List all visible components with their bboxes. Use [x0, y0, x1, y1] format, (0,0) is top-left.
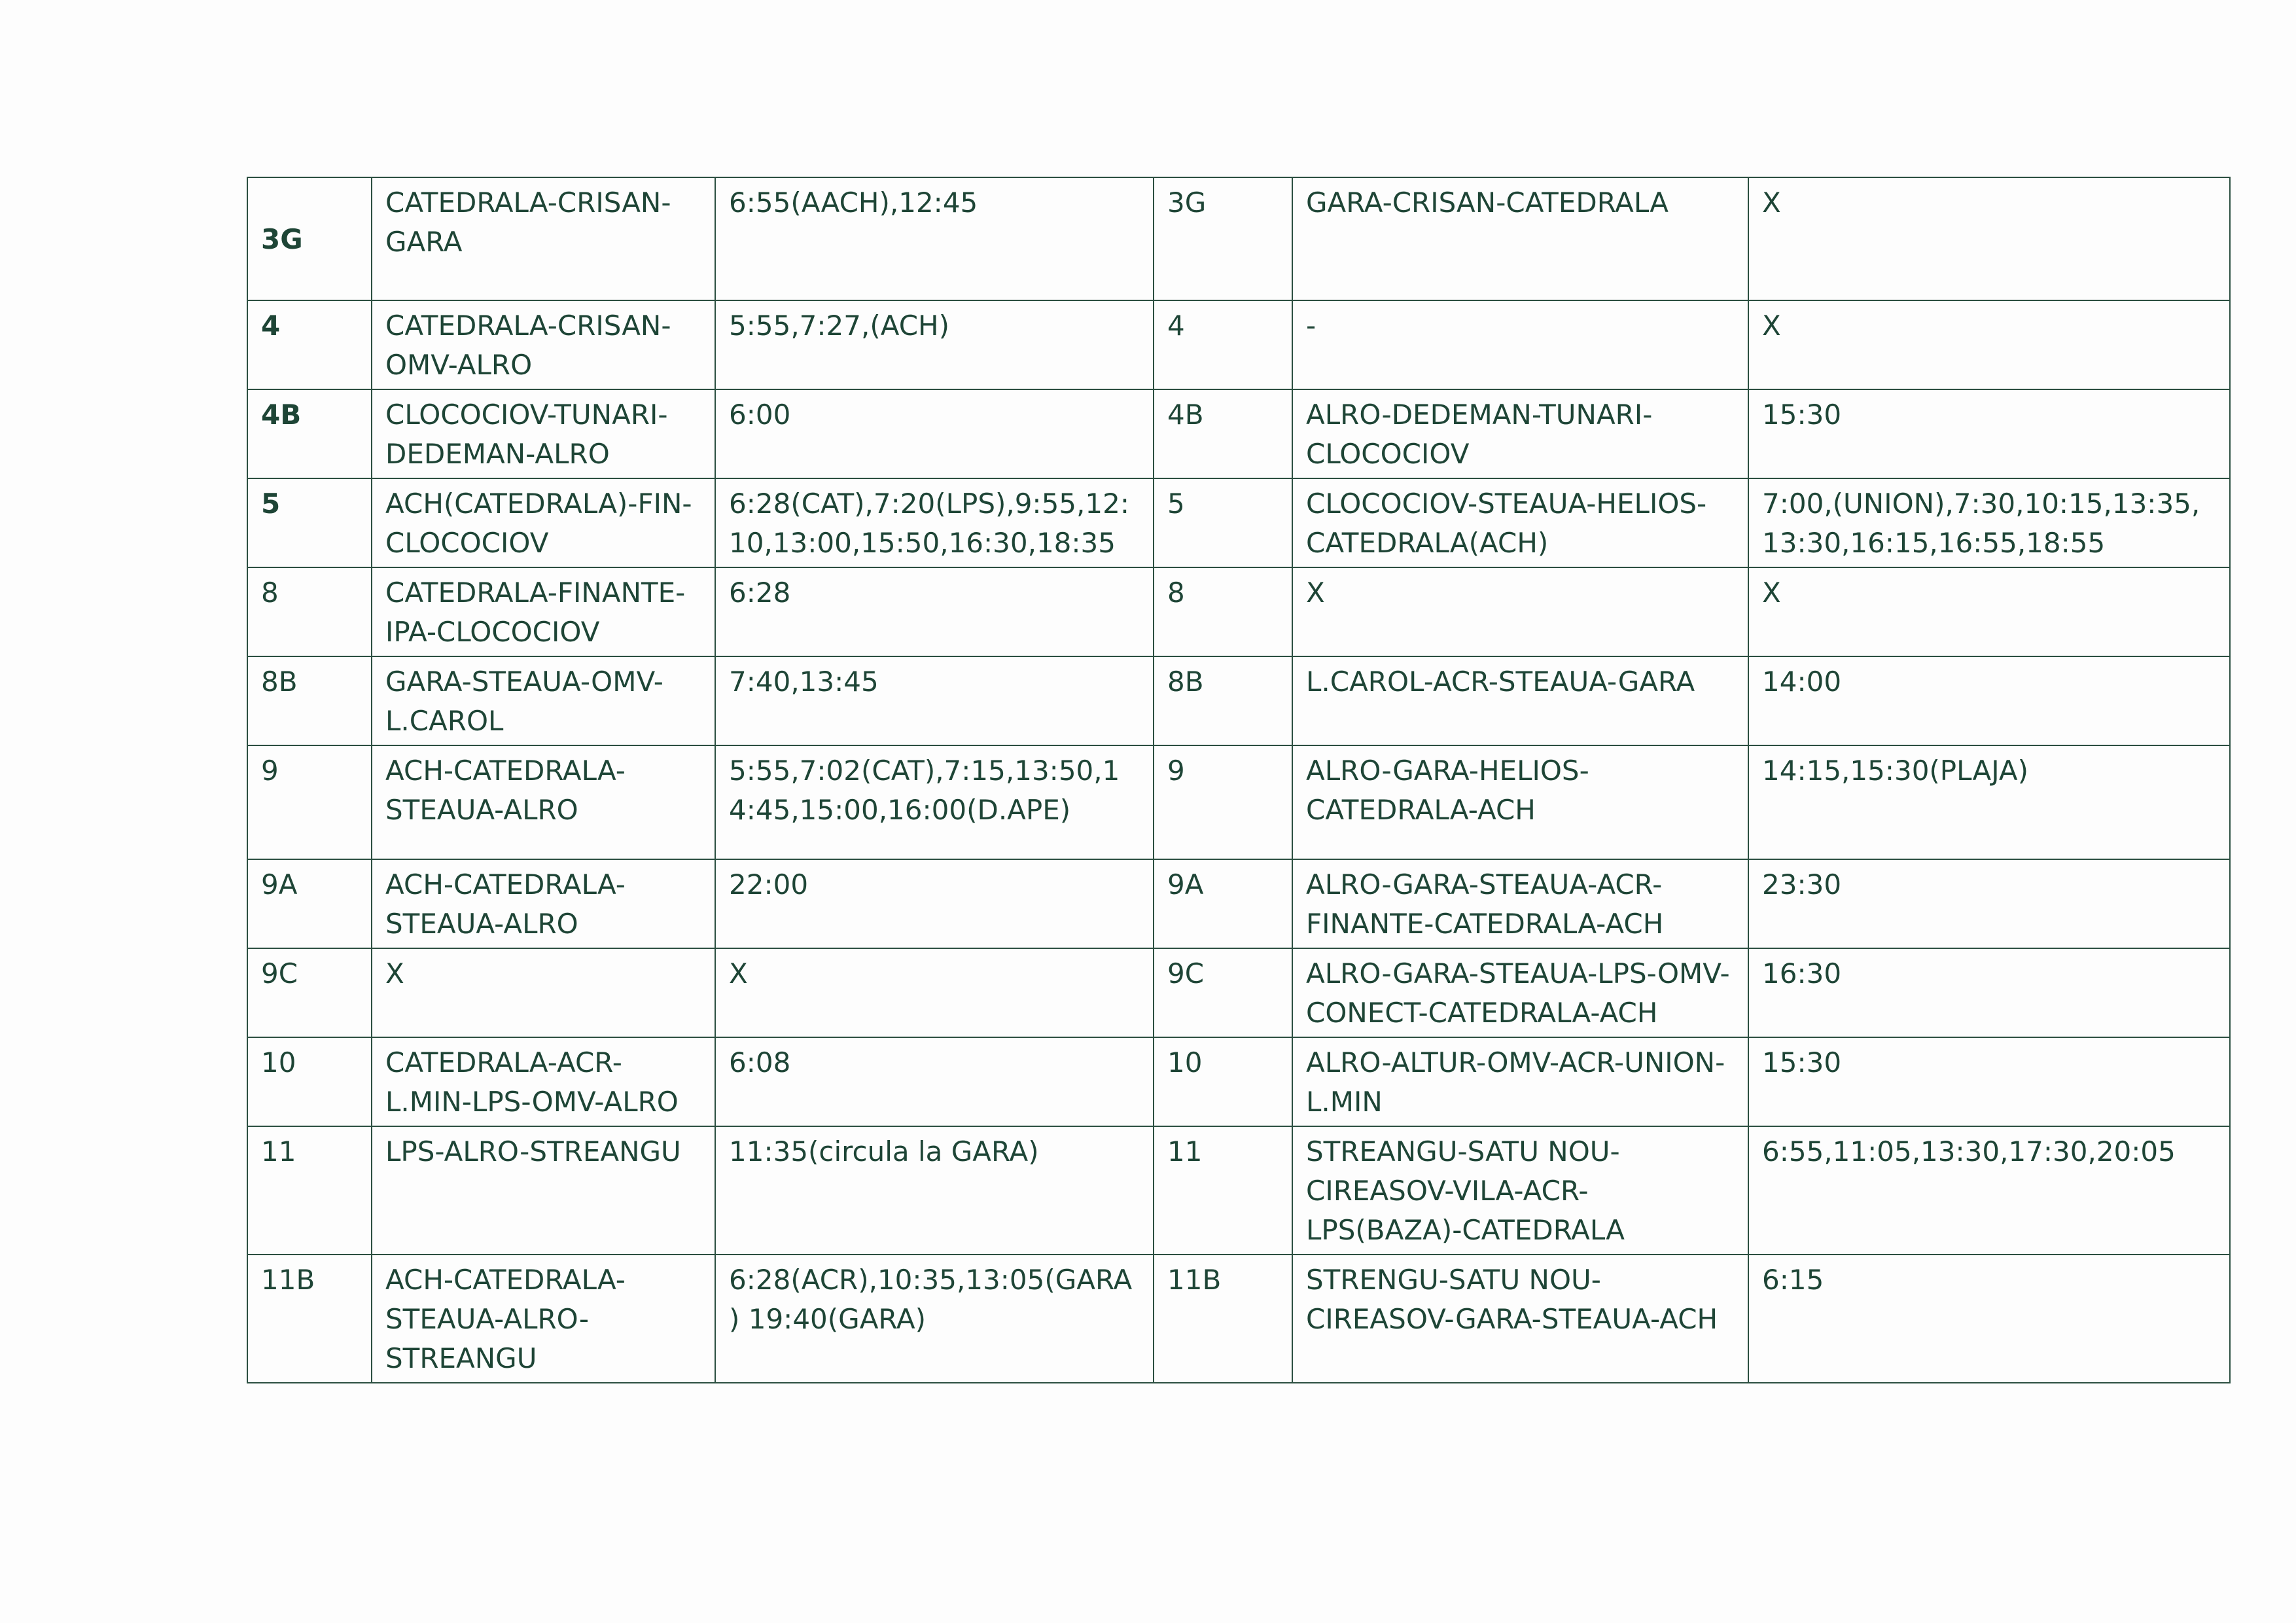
line-code-outbound: 9C — [247, 948, 372, 1037]
table-row — [247, 177, 2230, 300]
line-code-outbound: 4B — [247, 389, 372, 478]
line-code-return: 5 — [1154, 478, 1292, 567]
departure-times-outbound: 22:00 — [715, 859, 1154, 948]
line-code-outbound: 11 — [247, 1126, 372, 1255]
table-row — [247, 859, 2230, 948]
route-return: X — [1292, 567, 1748, 656]
departure-times-outbound: 5:55,7:27,(ACH) — [715, 300, 1154, 389]
table-row — [247, 478, 2230, 567]
route-outbound: X — [372, 948, 715, 1037]
departure-times-outbound: 6:08 — [715, 1037, 1154, 1126]
departure-times-outbound: 6:28 — [715, 567, 1154, 656]
departure-times-return: 15:30 — [1748, 389, 2230, 478]
line-code-outbound: 3G — [247, 177, 372, 300]
line-code-return: 4 — [1154, 300, 1292, 389]
route-return: - — [1292, 300, 1748, 389]
route-return: ALRO-GARA-HELIOS-CATEDRALA-ACH — [1292, 745, 1748, 859]
line-code-return: 11B — [1154, 1255, 1292, 1383]
departure-times-return: 15:30 — [1748, 1037, 2230, 1126]
route-outbound: ACH-CATEDRALA-STEAUA-ALRO — [372, 859, 715, 948]
route-outbound: ACH-CATEDRALA-STEAUA-ALRO — [372, 745, 715, 859]
table-row — [247, 656, 2230, 745]
table-row — [247, 300, 2230, 389]
departure-times-return: 7:00,(UNION),7:30,10:15,13:35,13:30,16:15,16:55,18:55 — [1748, 478, 2230, 567]
line-code-return: 11 — [1154, 1126, 1292, 1255]
departure-times-return: X — [1748, 567, 2230, 656]
route-return: CLOCOCIOV-STEAUA-HELIOS-CATEDRALA(ACH) — [1292, 478, 1748, 567]
departure-times-return: 23:30 — [1748, 859, 2230, 948]
route-return: STREANGU-SATU NOU-CIREASOV-VILA-ACR-LPS(BAZA)-CATEDRALA — [1292, 1126, 1748, 1255]
departure-times-return: 14:00 — [1748, 656, 2230, 745]
table-row — [247, 567, 2230, 656]
line-code-outbound: 5 — [247, 478, 372, 567]
departure-times-outbound: 11:35(circula la GARA) — [715, 1126, 1154, 1255]
departure-times-return: X — [1748, 177, 2230, 300]
departure-times-outbound: X — [715, 948, 1154, 1037]
route-outbound: GARA-STEAUA-OMV-L.CAROL — [372, 656, 715, 745]
line-code-return: 9 — [1154, 745, 1292, 859]
departure-times-outbound: 6:55(AACH),12:45 — [715, 177, 1154, 300]
departure-times-outbound: 6:28(ACR),10:35,13:05(GARA) 19:40(GARA) — [715, 1255, 1154, 1383]
line-code-outbound: 8 — [247, 567, 372, 656]
departure-times-outbound: 7:40,13:45 — [715, 656, 1154, 745]
table-row — [247, 389, 2230, 478]
line-code-outbound: 4 — [247, 300, 372, 389]
route-return: ALRO-DEDEMAN-TUNARI-CLOCOCIOV — [1292, 389, 1748, 478]
route-return: ALRO-GARA-STEAUA-LPS-OMV-CONECT-CATEDRALA-ACH — [1292, 948, 1748, 1037]
route-outbound: CATEDRALA-CRISAN-OMV-ALRO — [372, 300, 715, 389]
line-code-return: 9A — [1154, 859, 1292, 948]
bus-schedule-table — [247, 177, 2231, 1383]
route-return: ALRO-ALTUR-OMV-ACR-UNION-L.MIN — [1292, 1037, 1748, 1126]
line-code-outbound: 9 — [247, 745, 372, 859]
route-outbound: CATEDRALA-ACR-L.MIN-LPS-OMV-ALRO — [372, 1037, 715, 1126]
table-row — [247, 1037, 2230, 1126]
line-code-outbound: 9A — [247, 859, 372, 948]
route-outbound: ACH-CATEDRALA-STEAUA-ALRO-STREANGU — [372, 1255, 715, 1383]
line-code-return: 3G — [1154, 177, 1292, 300]
route-outbound: LPS-ALRO-STREANGU — [372, 1126, 715, 1255]
route-outbound: CATEDRALA-FINANTE-IPA-CLOCOCIOV — [372, 567, 715, 656]
departure-times-return: 6:55,11:05,13:30,17:30,20:05 — [1748, 1126, 2230, 1255]
table-row — [247, 745, 2230, 859]
line-code-return: 9C — [1154, 948, 1292, 1037]
route-outbound: CATEDRALA-CRISAN-GARA — [372, 177, 715, 300]
route-return: ALRO-GARA-STEAUA-ACR-FINANTE-CATEDRALA-ACH — [1292, 859, 1748, 948]
table-row — [247, 948, 2230, 1037]
line-code-return: 8B — [1154, 656, 1292, 745]
departure-times-return: 14:15,15:30(PLAJA) — [1748, 745, 2230, 859]
departure-times-return: X — [1748, 300, 2230, 389]
line-code-return: 4B — [1154, 389, 1292, 478]
departure-times-return: 6:15 — [1748, 1255, 2230, 1383]
departure-times-outbound: 5:55,7:02(CAT),7:15,13:50,14:45,15:00,16:00(D.APE) — [715, 745, 1154, 859]
route-outbound: CLOCOCIOV-TUNARI-DEDEMAN-ALRO — [372, 389, 715, 478]
route-return: STRENGU-SATU NOU-CIREASOV-GARA-STEAUA-ACH — [1292, 1255, 1748, 1383]
departure-times-outbound: 6:00 — [715, 389, 1154, 478]
table-row — [247, 1255, 2230, 1383]
line-code-return: 10 — [1154, 1037, 1292, 1126]
line-code-outbound: 8B — [247, 656, 372, 745]
route-return: GARA-CRISAN-CATEDRALA — [1292, 177, 1748, 300]
departure-times-outbound: 6:28(CAT),7:20(LPS),9:55,12:10,13:00,15:50,16:30,18:35 — [715, 478, 1154, 567]
departure-times-return: 16:30 — [1748, 948, 2230, 1037]
route-return: L.CAROL-ACR-STEAUA-GARA — [1292, 656, 1748, 745]
route-outbound: ACH(CATEDRALA)-FIN-CLOCOCIOV — [372, 478, 715, 567]
line-code-outbound: 10 — [247, 1037, 372, 1126]
table-row — [247, 1126, 2230, 1255]
line-code-return: 8 — [1154, 567, 1292, 656]
line-code-outbound: 11B — [247, 1255, 372, 1383]
